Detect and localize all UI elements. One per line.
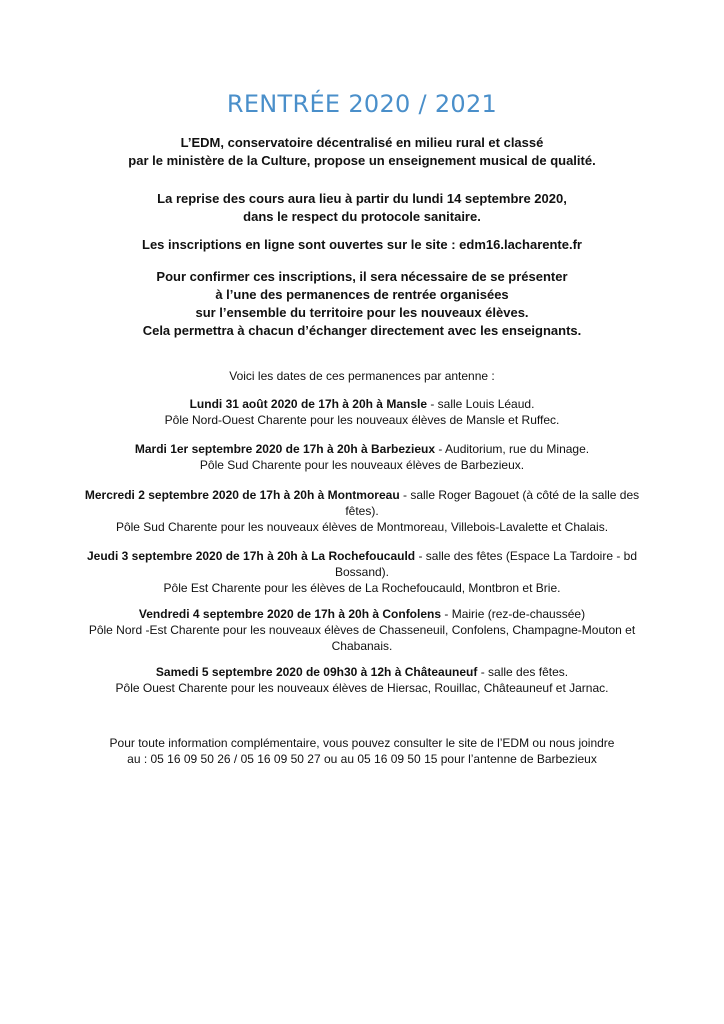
intro-paragraph-edm [0,134,724,170]
permanence-entry-montmoreau [80,487,644,535]
intro-line: Cela permettra à chacun d’échanger directement avec les enseignants. [142,323,582,338]
page-title: RENTRÉE 2020 / 2021 [226,90,498,118]
entry-pole: Pôle Nord-Ouest Charente pour les nouveaux élèves de Mansle et Ruffec. [164,413,560,427]
entry-heading [80,548,644,580]
entry-date: Jeudi 3 septembre 2020 de 17h à 20h à La Rochefoucauld [86,549,416,563]
intro-paragraph-permanences [0,268,724,340]
contact-footer [60,735,664,767]
entry-place: - salle des fêtes (Espace La Tardoire - bd Bossand). [334,549,638,579]
entry-place: - salle Louis Léaud. [427,397,535,411]
entry-pole: Pôle Sud Charente pour les nouveaux élèves de Montmoreau, Villebois-Lavalette et Chalais. [115,520,609,534]
intro-line: sur l’ensemble du territoire pour les nouveaux élèves. [195,305,529,320]
entry-heading [80,606,644,622]
intro-line: par le ministère de la Culture, propose un enseignement musical de qualité. [128,153,596,168]
entry-pole: Pôle Ouest Charente pour les nouveaux élèves de Hiersac, Rouillac, Châteauneuf et Jarnac. [115,681,609,695]
entry-pole: Pôle Est Charente pour les élèves de La Rochefoucauld, Montbron et Brie. [163,581,561,595]
entry-date: Samedi 5 septembre 2020 de 09h30 à 12h à Châteauneuf [155,665,478,679]
entry-date: Mercredi 2 septembre 2020 de 17h à 20h à Montmoreau [84,488,400,502]
footer-line: Pour toute information complémentaire, vous pouvez consulter le site de l’EDM ou nous joindre [109,736,615,750]
intro-line: dans le respect du protocole sanitaire. [243,209,481,224]
entry-heading [80,441,644,457]
permanence-entry-confolens [80,606,644,654]
intro-line: à l’une des permanences de rentrée organisées [215,287,509,302]
permanence-entry-chateauneuf [80,664,644,696]
intro-line: Pour confirmer ces inscriptions, il sera nécessaire de se présenter [156,269,568,284]
intro-paragraph-reprise [0,190,724,226]
permanence-entry-la-rochefoucauld [80,548,644,596]
entry-date: Vendredi 4 septembre 2020 de 17h à 20h à Confolens [138,607,442,621]
entry-place: - salle des fêtes. [477,665,569,679]
permanence-entry-barbezieux [80,441,644,473]
entry-pole: Pôle Nord -Est Charente pour les nouveaux élèves de Chasseneuil, Confolens, Champagne-Mouton et Chabanais. [88,623,636,653]
intro-line: Les inscriptions en ligne sont ouvertes sur le site : edm16.lacharente.fr [142,237,582,252]
intro-line: L’EDM, conservatoire décentralisé en milieu rural et classé [180,135,544,150]
entry-place: - Auditorium, rue du Minage. [435,442,590,456]
footer-line: au : 05 16 09 50 26 / 05 16 09 50 27 ou au 05 16 09 50 15 pour l’antenne de Barbezieux [127,752,597,766]
entry-heading [80,396,644,412]
entry-heading [80,664,644,680]
intro-paragraph-inscriptions [0,236,724,254]
entry-date: Mardi 1er septembre 2020 de 17h à 20h à Barbezieux [134,442,436,456]
permanence-entry-mansle [80,396,644,428]
entry-place: - salle Roger Bagouet (à côté de la salle des fêtes). [345,488,640,518]
entry-pole: Pôle Sud Charente pour les nouveaux élèves de Barbezieux. [199,458,525,472]
entry-place: - Mairie (rez-de-chaussée) [441,607,586,621]
intro-line: La reprise des cours aura lieu à partir du lundi 14 septembre 2020, [157,191,567,206]
permanences-lead: Voici les dates de ces permanences par antenne : [229,369,495,383]
entry-date: Lundi 31 août 2020 de 17h à 20h à Mansle [189,397,427,411]
entry-heading [80,487,644,519]
